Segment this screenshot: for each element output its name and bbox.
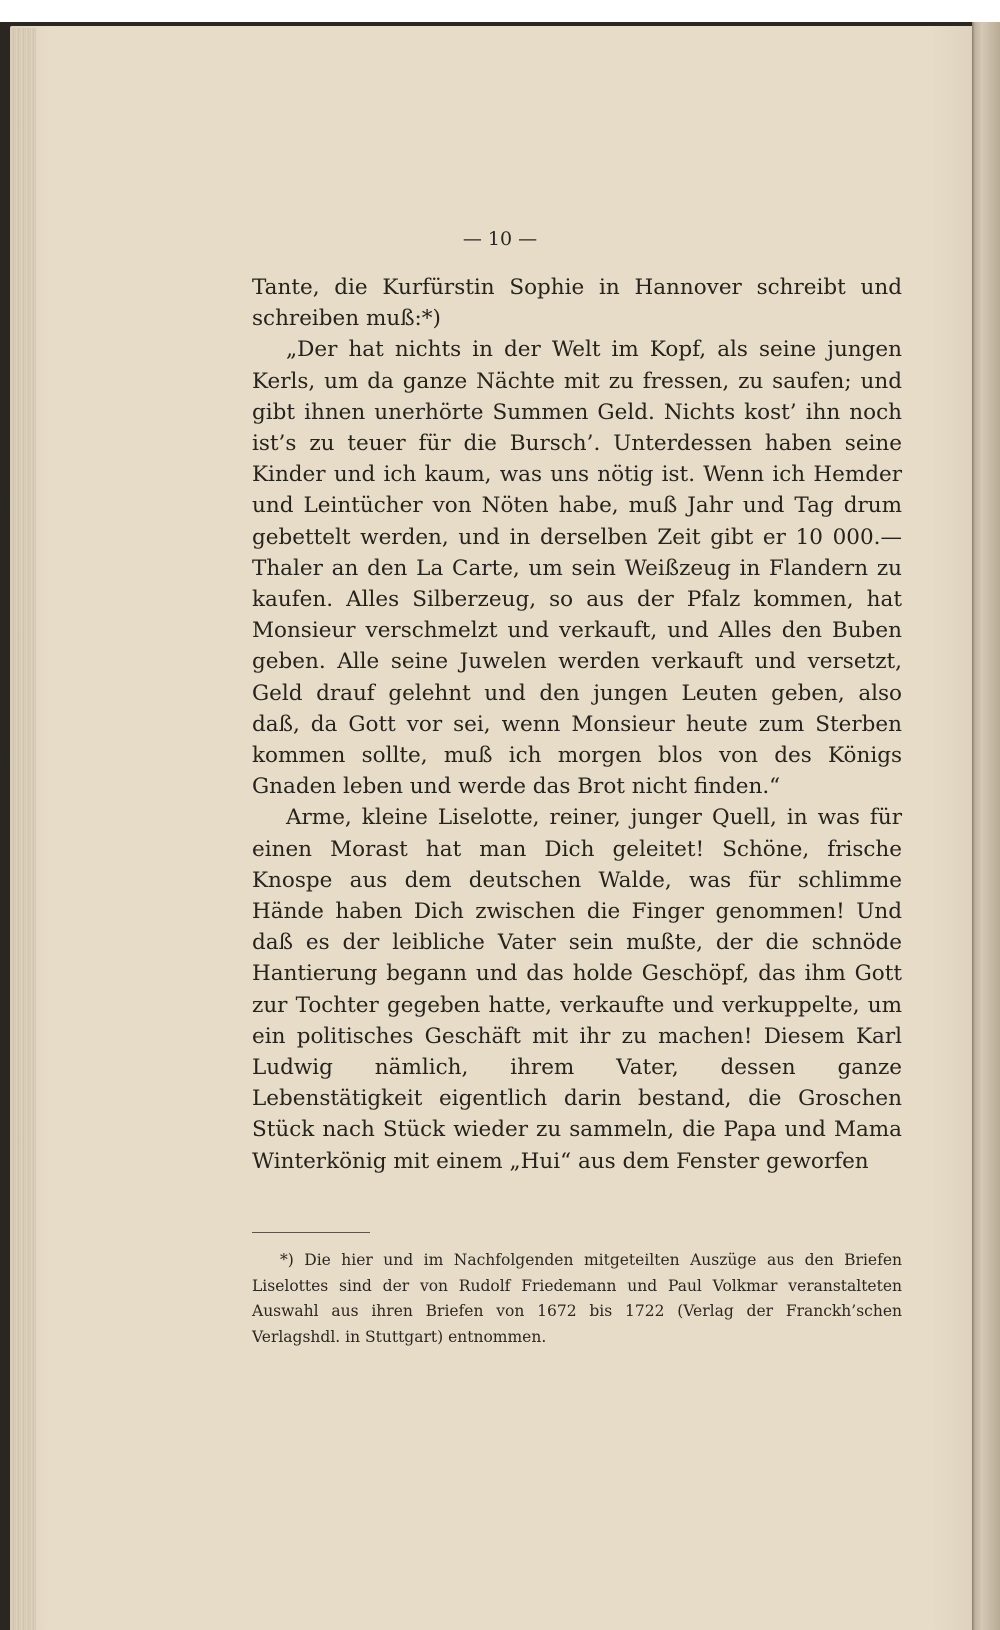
scan-background — [0, 0, 1000, 22]
page-number: — 10 — — [462, 228, 538, 250]
footnote-text: *) Die hier und im Nachfolgenden mitgeteilten Auszüge aus den Briefen Liselottes sind der von Rudolf Friedemann und Paul Volkmar veranstalteten Auswahl aus ihren Briefen von 1672 bis 1722 (Verlag der Franckh’schen Verlagshdl. in Stuttgart) entnommen. — [252, 1251, 902, 1346]
paragraph-intro: Tante, die Kurfürstin Sophie in Hannover schreibt und schreiben muß:*) — [252, 275, 902, 332]
paragraph-quote: „Der hat nichts in der Welt im Kopf, als seine jungen Kerls, um da ganze Nächte mit zu fressen, zu saufen; und gibt ihnen unerhörte Summen Geld. Nichts kost’ ihn noch ist’s zu teuer für die Bursch’. Unterdessen haben seine Kinder und ich kaum, was uns nötig ist. Wenn ich Hemder und Leintücher von Nöten habe, muß Jahr und Tag drum gebettelt werden, und in derselben Zeit gibt er 10 000.— Thaler an den La Carte, um sein Weißzeug in Flandern zu kaufen. Alles Silberzeug, so aus der Pfalz kommen, hat Monsieur verschmelzt und verkauft, und Alles den Buben geben. Alle seine Juwelen werden verkauft und versetzt, Geld drauf gelehnt und den jungen Leuten geben, also daß, da Gott vor sei, wenn Monsieur heute zum Sterben kommen sollte, muß ich morgen blos von des Königs Gnaden leben und werde das Brot nicht finden.“ — [252, 337, 902, 800]
footnote — [252, 1248, 902, 1350]
body-text — [252, 272, 902, 1177]
book-spine — [972, 22, 1000, 1630]
footnote-divider — [252, 1232, 370, 1233]
page-edges — [10, 28, 36, 1630]
paragraph-commentary: Arme, kleine Liselotte, reiner, junger Quell, in was für einen Morast hat man Dich geleitet! Schöne, frische Knospe aus dem deutschen Walde, was für schlimme Hände haben Dich zwischen die Finger genommen! Und daß es der leibliche Vater sein mußte, der die schnöde Hantierung begann und das holde Geschöpf, das ihm Gott zur Tochter gegeben hatte, verkaufte und verkuppelte, um ein politisches Geschäft mit ihr zu machen! Diesem Karl Ludwig nämlich, ihrem Vater, dessen ganze Lebenstätigkeit eigentlich darin bestand, die Groschen Stück nach Stück wieder zu sammeln, die Papa und Mama Winterkönig mit einem „Hui“ aus dem Fenster geworfen — [252, 805, 902, 1174]
